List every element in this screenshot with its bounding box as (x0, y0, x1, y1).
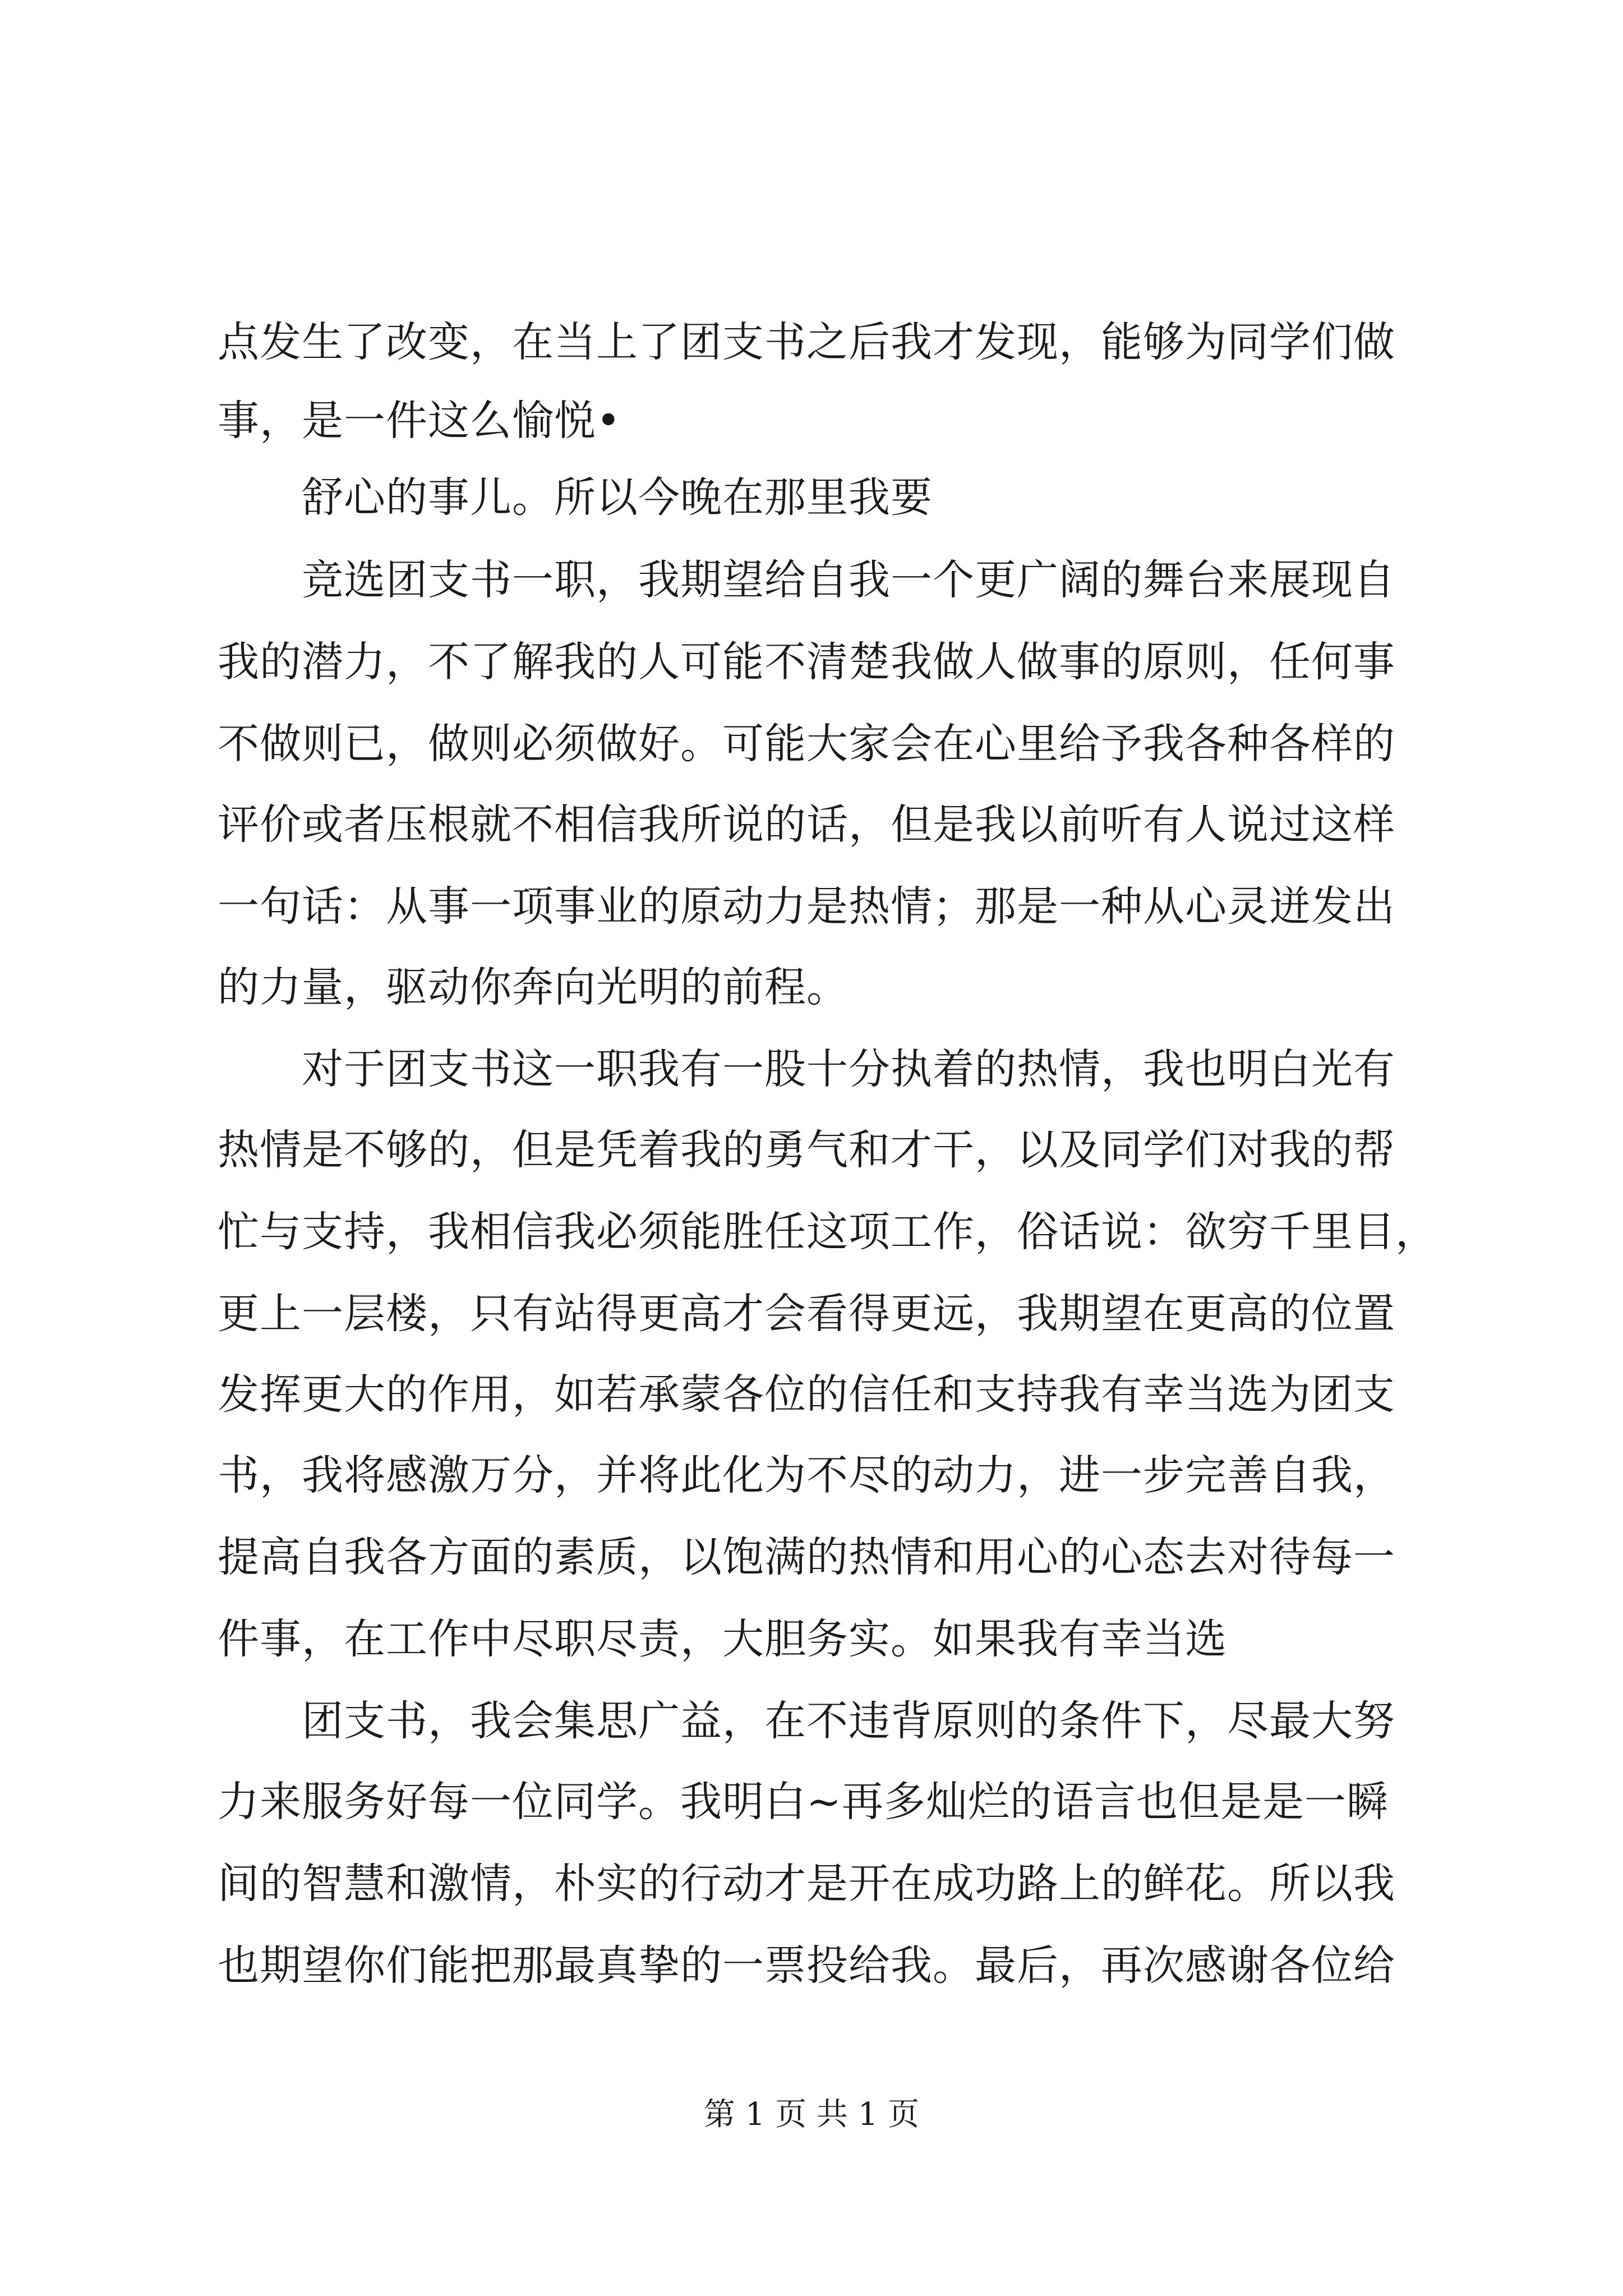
body-line-2: 事，是一件这么愉悦• (218, 397, 621, 445)
body-line-15: 书，我将感激万分，并将此化为不尽的动力，进一步完善自我， (218, 1451, 1395, 1499)
body-line-19: 力来服务好每一位同学。我明白~再多灿烂的语言也但是是一瞬 (218, 1778, 1389, 1826)
body-line-12: 忙与支持，我相信我必须能胜任这项工作，俗话说：欲穷千里目， (218, 1208, 1437, 1256)
body-line-17: 件事，在工作中尽职尽责，大胆务实。如果我有幸当选 (218, 1615, 1227, 1663)
page-footer: 第 1 页 共 1 页 (703, 2096, 920, 2133)
body-line-20: 间的智慧和激情，朴实的行动才是开在成功路上的鲜花。所以我 (218, 1860, 1395, 1908)
body-line-14: 发挥更大的作用，如若承蒙各位的信任和支持我有幸当选为团支 (218, 1370, 1395, 1419)
body-line-6: 不做则已，做则必须做好。可能大家会在心里给予我各种各样的 (218, 720, 1395, 768)
body-line-1: 点发生了改变，在当上了团支书之后我才发现，能够为同学们做 (218, 318, 1395, 366)
body-line-3: 舒心的事儿。所以今晚在那里我要 (302, 473, 933, 522)
body-line-4: 竞选团支书一职，我期望给自我一个更广阔的舞台来展现自 (302, 556, 1395, 604)
body-line-16: 提高自我各方面的素质，以饱满的热情和用心的心态去对待每一 (218, 1533, 1395, 1581)
body-line-7: 评价或者压根就不相信我所说的话，但是我以前听有人说过这样 (218, 800, 1395, 849)
body-line-11: 热情是不够的，但是凭着我的勇气和才干，以及同学们对我的帮 (218, 1126, 1395, 1174)
body-line-13: 更上一层楼，只有站得更高才会看得更远，我期望在更高的位置 (218, 1290, 1395, 1338)
body-line-21: 也期望你们能把那最真挚的一票投给我。最后，再次感谢各位给 (218, 1941, 1395, 1990)
body-line-5: 我的潜力，不了解我的人可能不清楚我做人做事的原则，任何事 (218, 638, 1395, 686)
body-line-18: 团支书，我会集思广益，在不违背原则的条件下，尽最大努 (302, 1697, 1395, 1745)
body-line-8: 一句话：从事一项事业的原动力是热情；那是一种从心灵迸发出 (218, 882, 1395, 931)
body-line-10: 对于团支书这一职我有一股十分执着的热情，我也明白光有 (302, 1045, 1395, 1093)
body-line-9: 的力量，驱动你奔向光明的前程。 (218, 963, 849, 1011)
